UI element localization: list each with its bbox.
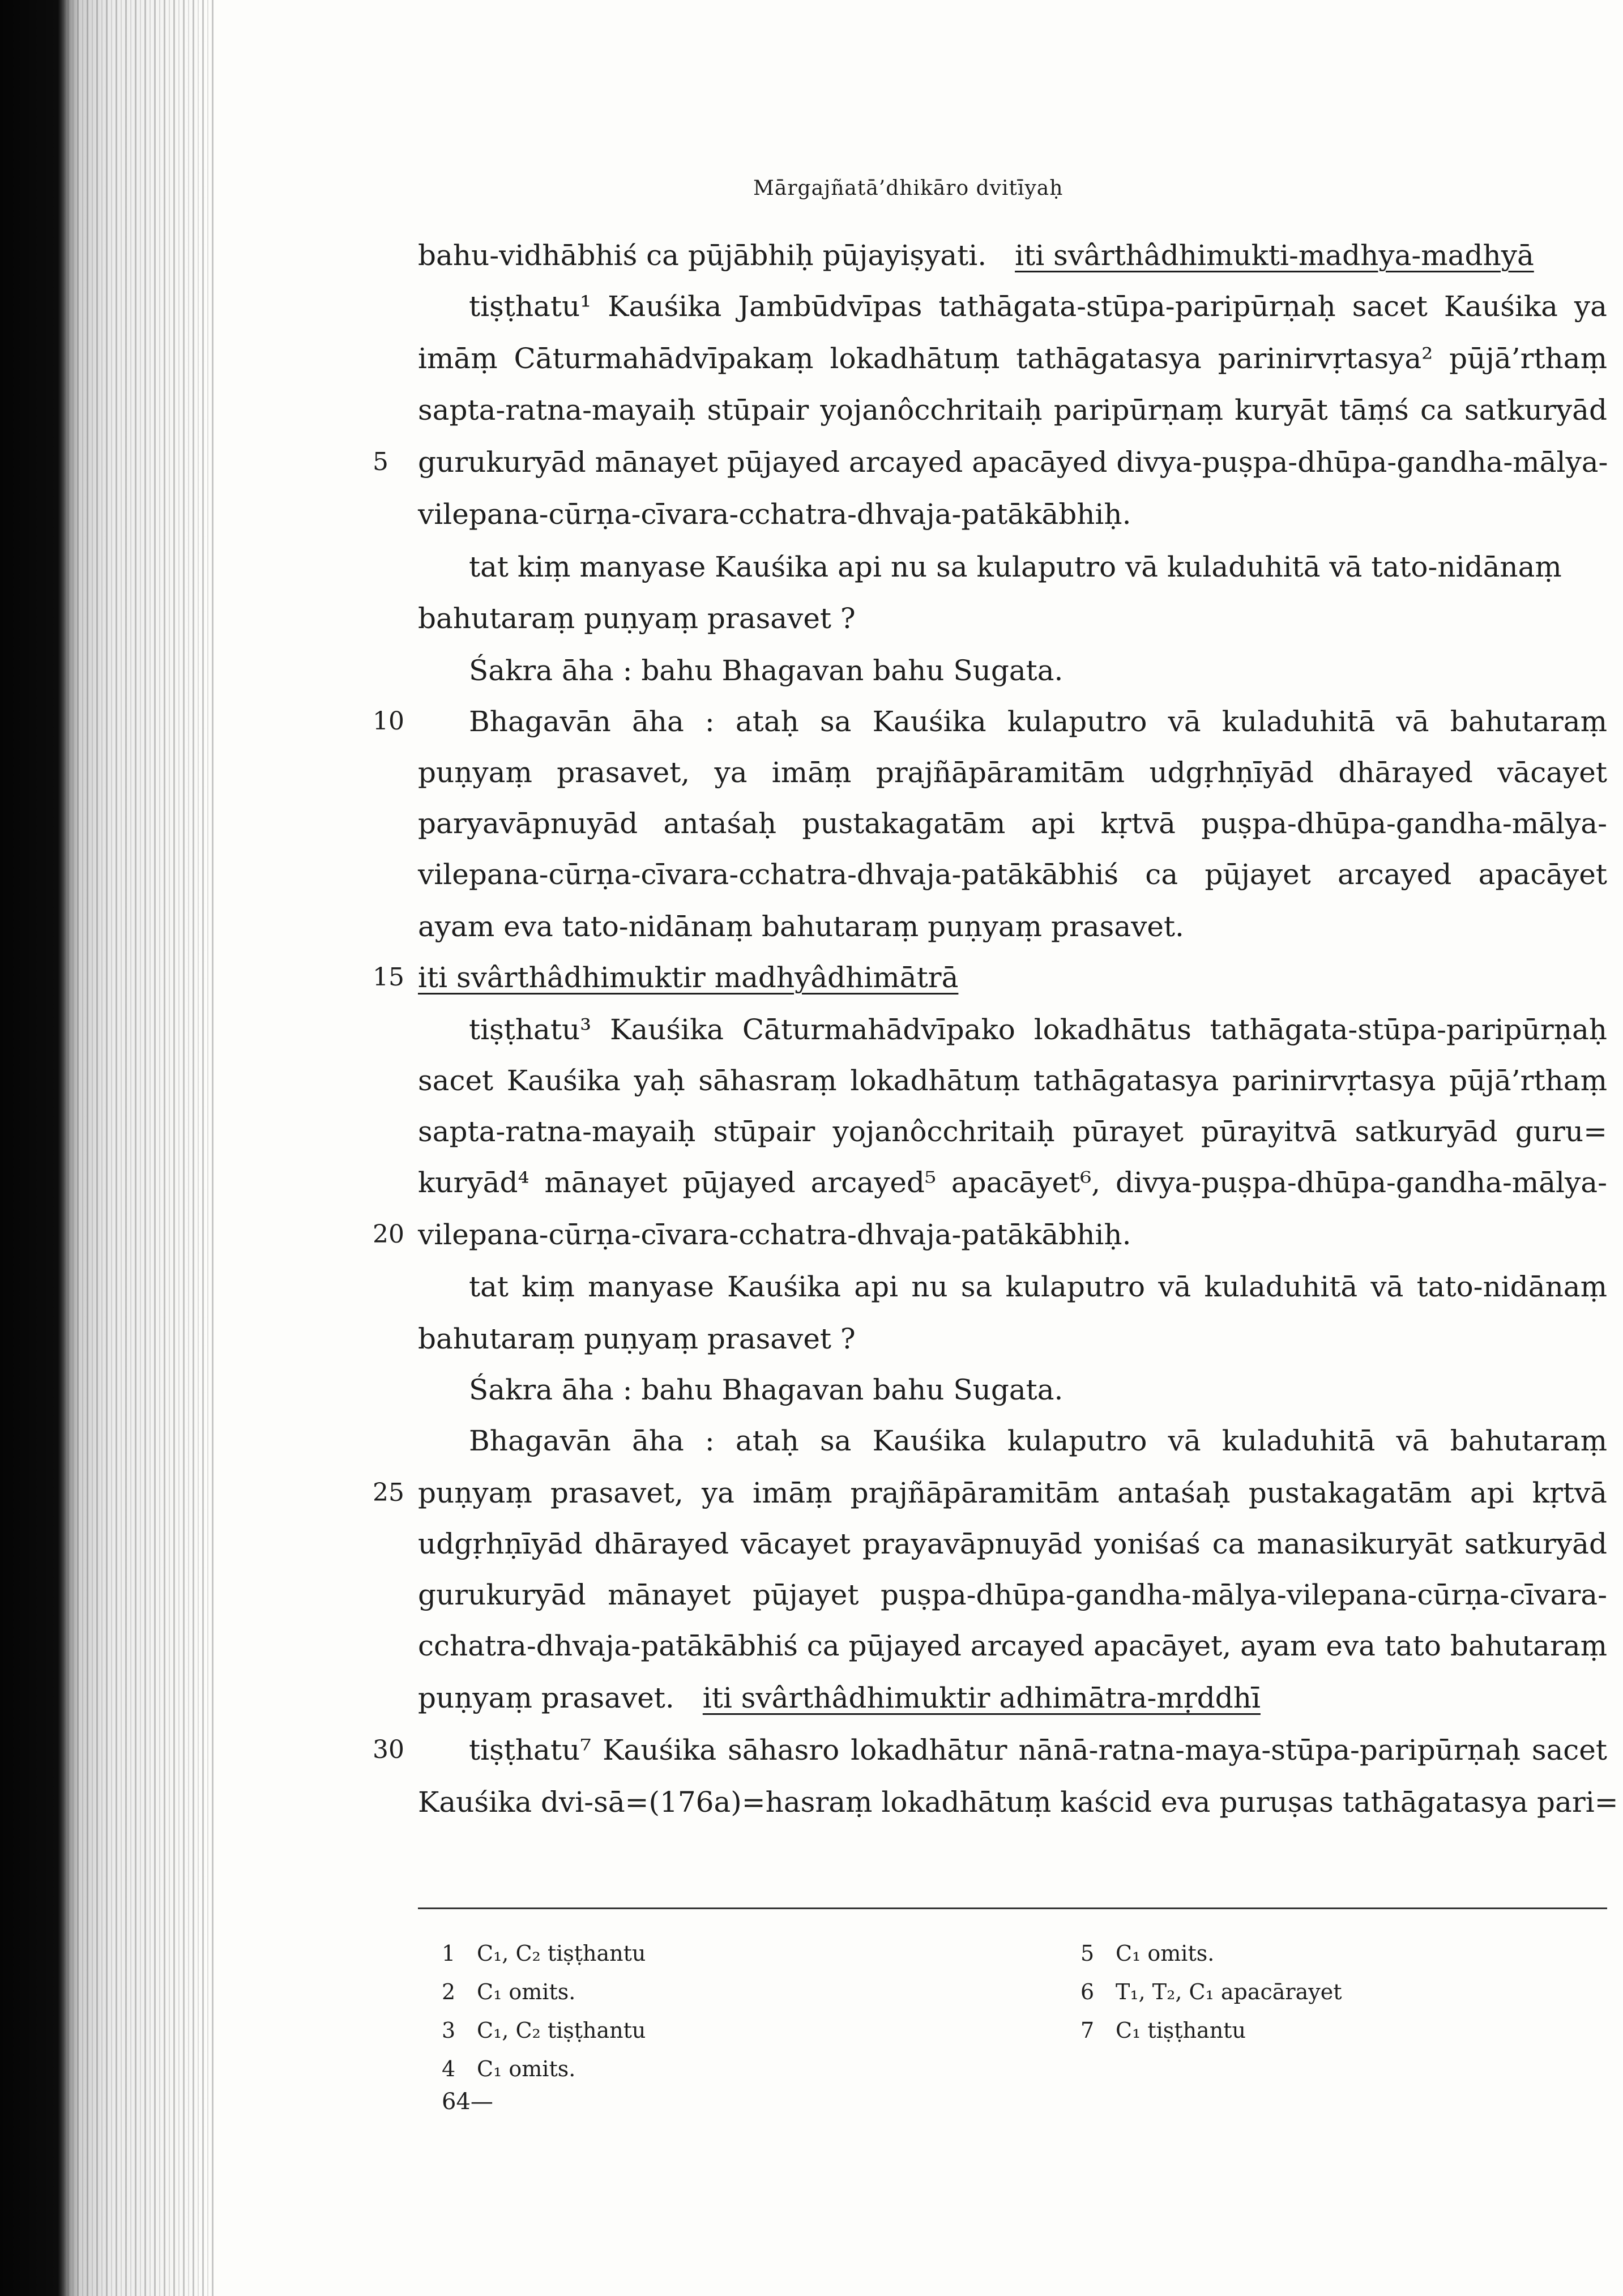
footnote xyxy=(1080,2011,1342,2050)
line-text: Bhagavān āha : ataḥ sa Kauśika kulaputro vā kuladuhitā vā bahutaraṃ xyxy=(469,1424,1607,1457)
footnote-number: 2 xyxy=(442,1979,456,2004)
footnote xyxy=(442,1934,646,1973)
line-text: Śakra āha : bahu Bhagavan bahu Sugata. xyxy=(469,1373,1064,1406)
binding-shadow xyxy=(0,0,68,2296)
footnote-text: C₁ omits. xyxy=(477,1979,576,2004)
line-text: bahutaraṃ puṇyaṃ prasavet ? xyxy=(418,602,856,635)
text-line xyxy=(418,1313,1607,1365)
line-number: 15 xyxy=(373,963,404,992)
line-text: ayam eva tato-nidānaṃ bahutaraṃ puṇyaṃ prasavet. xyxy=(418,910,1184,943)
text-line xyxy=(418,592,1607,645)
line-number: 10 xyxy=(373,707,404,736)
text-line xyxy=(418,1209,1607,1261)
line-text: sapta-ratna-mayaiḥ stūpair yojanôcchritaiḥ paripūrṇaṃ kuryāt tāṃś ca satkuryād xyxy=(418,394,1607,426)
line-text: Śakra āha : bahu Bhagavan bahu Sugata. xyxy=(469,654,1064,687)
line-text: tat kiṃ manyase Kauśika api nu sa kulaputro vā kuladuhitā vā tato-nidānaṃ xyxy=(469,1270,1607,1303)
text-line xyxy=(418,695,1607,748)
footnote-number: 5 xyxy=(1080,1941,1095,1966)
line-text: Kauśika dvi-sā=(176a)=hasraṃ lokadhātuṃ kaścid eva puruṣas tathāgatasya pari= xyxy=(418,1786,1618,1819)
line-text: tiṣṭhatu⁷ Kauśika sāhasro lokadhātur nānā-ratna-maya-stūpa-paripūrṇaḥ sacet xyxy=(469,1734,1607,1766)
text-line xyxy=(418,1106,1607,1158)
running-head: Mārgajñatā’dhikāro dvitīyaḥ xyxy=(753,177,1064,200)
text-line xyxy=(418,797,1607,850)
text-line xyxy=(418,1518,1607,1570)
line-text: puṇyaṃ prasavet, ya imāṃ prajñāpāramitām antaśaḥ pustakagatām api kṛtvā xyxy=(418,1476,1607,1509)
text-line xyxy=(418,1415,1607,1467)
line-text: sacet Kauśika yaḥ sāhasraṃ lokadhātuṃ tathāgatasya parinirvṛtasya pūjā’rthaṃ xyxy=(418,1064,1607,1097)
line-text: vilepana-cūrṇa-cīvara-cchatra-dhvaja-patākābhiḥ. xyxy=(418,1218,1131,1251)
line-number: 20 xyxy=(373,1220,404,1249)
footnote-text: C₁, C₂ tiṣṭhantu xyxy=(477,2018,646,2043)
text-line xyxy=(418,1620,1607,1672)
footnote xyxy=(1080,1934,1342,1973)
line-text: imāṃ Cāturmahādvīpakaṃ lokadhātuṃ tathāgatasya parinirvṛtasya² pūjā’rthaṃ xyxy=(418,342,1607,375)
line-text: gurukuryād mānayet pūjayet puṣpa-dhūpa-gandha-mālya-vilepana-cūrṇa-cīvara- xyxy=(418,1578,1607,1611)
text-line xyxy=(418,1467,1607,1519)
footnote-number: 1 xyxy=(442,1941,456,1966)
footnote xyxy=(1080,1973,1342,2011)
line-text: puṇyaṃ prasavet, ya imāṃ prajñāpāramitām udgṛhṇīyād dhārayed vācayet xyxy=(418,756,1607,789)
line-text: bahutaraṃ puṇyaṃ prasavet ? xyxy=(418,1322,856,1355)
footnote xyxy=(442,2050,646,2088)
footnote-number: 4 xyxy=(442,2056,456,2081)
text-line xyxy=(418,436,1607,488)
text-line xyxy=(418,901,1607,953)
line-text: udgṛhṇīyād dhārayed vācayet prayavāpnuyād yoniśaś ca manasikuryāt satkuryād xyxy=(418,1527,1607,1560)
text-line xyxy=(418,1569,1607,1621)
line-text: paryavāpnuyād antaśaḥ pustakagatām api kṛtvā puṣpa-dhūpa-gandha-mālya- xyxy=(418,807,1607,840)
text-line xyxy=(418,1776,1618,1828)
line-text: vilepana-cūrṇa-cīvara-cchatra-dhvaja-patākābhiḥ. xyxy=(418,498,1131,531)
text-line xyxy=(418,229,1607,281)
page-number: 64— xyxy=(442,2089,493,2115)
footnotes-right xyxy=(1080,1934,1342,2050)
section-marker: iti svârthâdhimukti-madhya-madhyā xyxy=(1015,239,1534,272)
footnote-text: C₁ omits. xyxy=(477,2056,576,2081)
text-line xyxy=(418,384,1607,436)
line-text: vilepana-cūrṇa-cīvara-cchatra-dhvaja-patākābhiś ca pūjayet arcayed apacāyet xyxy=(418,858,1607,891)
line-number: 25 xyxy=(373,1478,404,1507)
line-number: 5 xyxy=(373,447,388,476)
line-text: tat kiṃ manyase Kauśika api nu sa kulaputro vā kuladuhitā vā tato-nidānaṃ xyxy=(469,550,1562,583)
line-text: bahu-vidhābhiś ca pūjābhiḥ pūjayiṣyati. xyxy=(418,239,987,272)
section-marker: iti svârthâdhimuktir madhyâdhimātrā xyxy=(418,961,959,994)
text-line xyxy=(418,541,1607,593)
line-text: kuryād⁴ mānayet pūjayed arcayed⁵ apacāyet⁶, divya-puṣpa-dhūpa-gandha-mālya- xyxy=(418,1166,1607,1199)
footnote-number: 3 xyxy=(442,2018,456,2043)
text-line xyxy=(418,1672,1607,1724)
text-line xyxy=(418,1261,1607,1313)
footnote-rule xyxy=(418,1907,1607,1909)
text-line xyxy=(418,1055,1607,1107)
text-line xyxy=(418,951,1607,1004)
footnote-number: 7 xyxy=(1080,2018,1095,2043)
section-marker: iti svârthâdhimuktir adhimātra-mṛddhī xyxy=(702,1682,1261,1714)
text-line xyxy=(418,280,1607,332)
footnote-text: T₁, T₂, C₁ apacārayet xyxy=(1116,1979,1342,2004)
line-text: cchatra-dhvaja-patākābhiś ca pūjayed arcayed apacāyet, ayam eva tato bahutaraṃ xyxy=(418,1629,1608,1662)
line-number: 30 xyxy=(373,1735,404,1764)
line-text: sapta-ratna-mayaiḥ stūpair yojanôcchritaiḥ pūrayet pūrayitvā satkuryād guru= xyxy=(418,1115,1607,1148)
text-line xyxy=(418,1724,1607,1776)
text-line xyxy=(418,746,1607,799)
line-text: Bhagavān āha : ataḥ sa Kauśika kulaputro vā kuladuhitā vā bahutaraṃ xyxy=(469,705,1607,738)
text-line xyxy=(418,1364,1607,1416)
footnote-number: 6 xyxy=(1080,1979,1095,2004)
text-line xyxy=(418,488,1607,540)
text-line xyxy=(418,1004,1607,1056)
text-line xyxy=(418,1156,1607,1209)
footnote-text: C₁, C₂ tiṣṭhantu xyxy=(477,1941,646,1966)
footnote-text: C₁ tiṣṭhantu xyxy=(1116,2018,1246,2043)
line-text: tiṣṭhatu³ Kauśika Cāturmahādvīpako lokadhātus tathāgata-stūpa-paripūrṇaḥ xyxy=(469,1013,1607,1046)
text-line xyxy=(418,645,1607,697)
footnote xyxy=(442,1973,646,2011)
line-text: puṇyaṃ prasavet. xyxy=(418,1682,674,1714)
line-text: tiṣṭhatu¹ Kauśika Jambūdvīpas tathāgata-stūpa-paripūrṇaḥ sacet Kauśika ya xyxy=(469,290,1607,323)
footnote-text: C₁ omits. xyxy=(1116,1941,1215,1966)
footnote xyxy=(442,2011,646,2050)
line-text: gurukuryād mānayet pūjayed arcayed apacāyed divya-puṣpa-dhūpa-gandha-mālya- xyxy=(418,446,1608,479)
text-line xyxy=(418,332,1607,385)
text-line xyxy=(418,848,1607,901)
footnotes-left xyxy=(442,1934,646,2088)
